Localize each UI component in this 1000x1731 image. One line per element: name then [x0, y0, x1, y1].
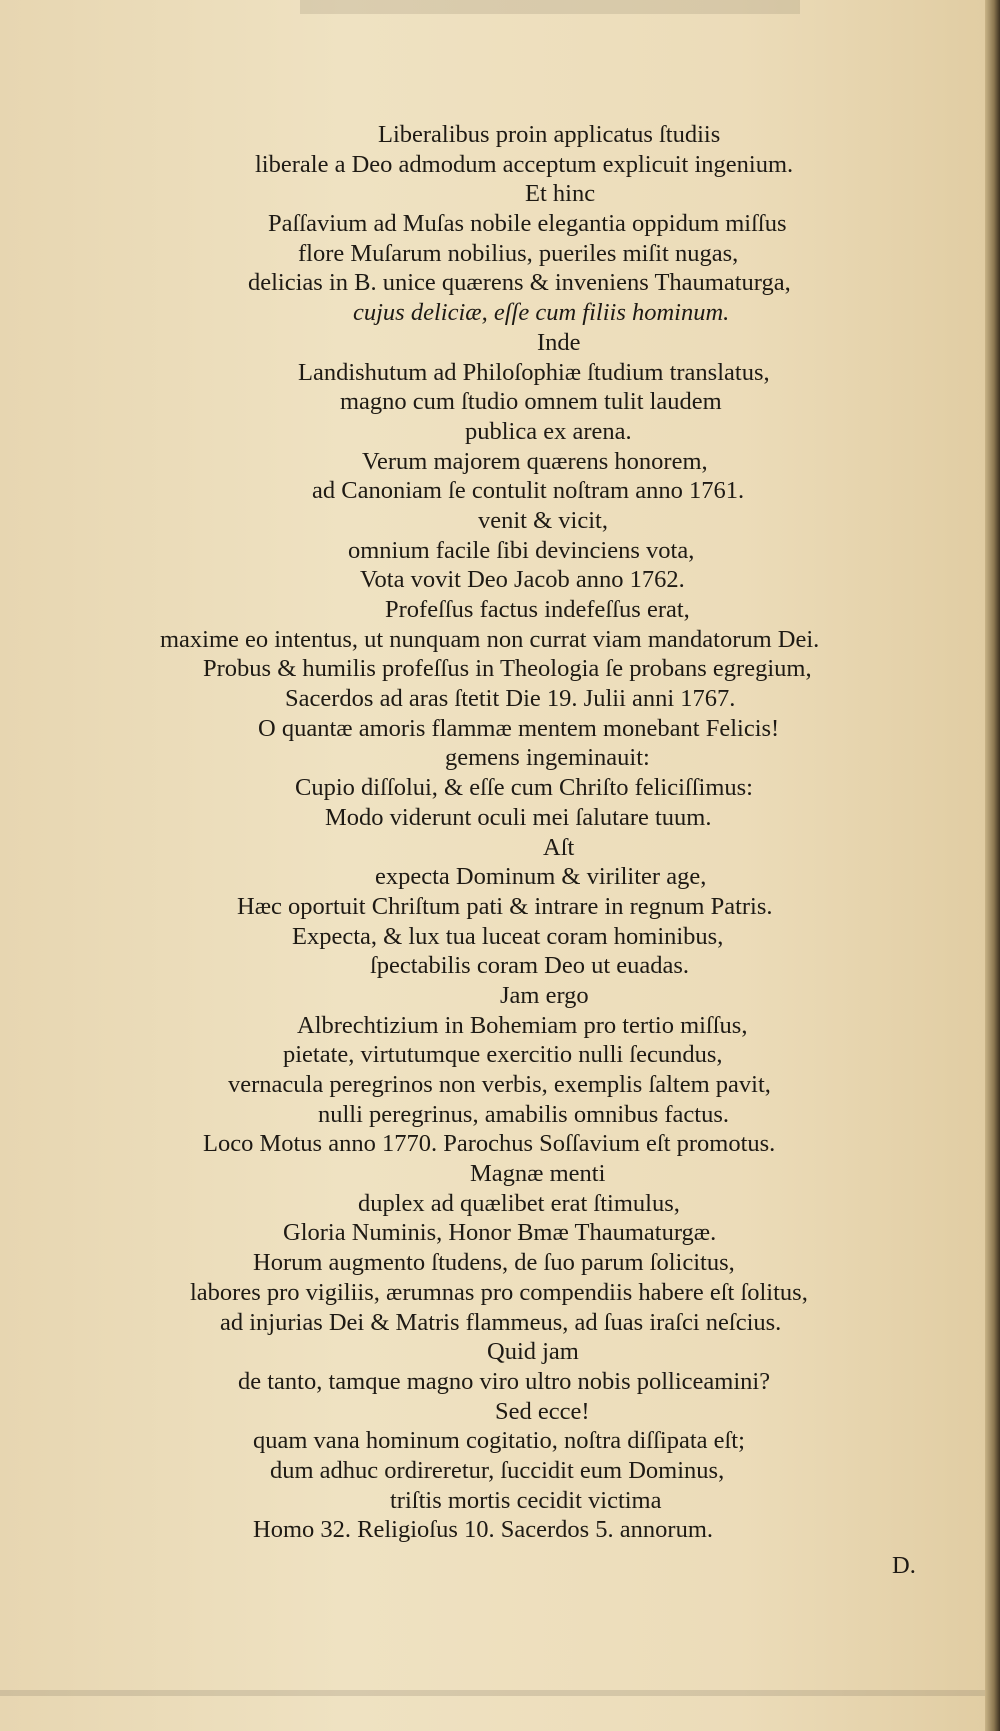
text-line — [0, 298, 985, 328]
line-text: Profeſſus factus indefeſſus erat, — [385, 596, 690, 623]
text-line — [0, 506, 985, 536]
line-text: O quantæ amoris flammæ mentem monebant Felicis! — [258, 714, 780, 742]
line-text: Sacerdos ad aras ſtetit Die 19. Julii anni 1767. — [285, 685, 736, 713]
line-text: duplex ad quælibet erat ſtimulus, — [358, 1189, 680, 1217]
text-line — [0, 150, 985, 180]
text-line — [0, 1367, 985, 1397]
text-line — [0, 1129, 985, 1159]
line-text: Homo 32. Religioſus 10. Sacerdos 5. annorum. — [253, 1516, 714, 1544]
text-line — [0, 1456, 985, 1486]
text-line — [0, 1397, 985, 1427]
text-line — [0, 1100, 985, 1130]
text-line — [0, 120, 985, 150]
text-line — [0, 179, 985, 209]
line-text: Vota vovit Deo Jacob anno 1762. — [360, 566, 685, 594]
text-line — [0, 447, 985, 477]
text-line — [0, 1248, 985, 1278]
text-line — [0, 387, 985, 417]
text-line — [0, 1486, 985, 1516]
line-text: triſtis mortis cecidit victima — [390, 1486, 662, 1514]
text-line — [0, 476, 985, 506]
text-line — [0, 1070, 985, 1100]
line-text: cujus deliciæ, eſſe cum filiis hominum. — [353, 299, 730, 327]
text-line — [0, 209, 985, 239]
text-line — [0, 1337, 985, 1367]
line-text: expecta Dominum & viriliter age, — [375, 863, 707, 891]
text-line — [0, 239, 985, 269]
line-text: omnium facile ſibi devinciens vota, — [348, 536, 695, 564]
line-text: venit & vicit, — [478, 506, 608, 534]
line-text: Landishutum ad Philoſophiæ ſtudium translatus, — [298, 358, 770, 386]
text-line — [0, 1308, 985, 1338]
line-text: Liberalibus proin applicatus ſtudiis — [378, 121, 721, 148]
text-line — [0, 1159, 985, 1189]
line-text: Aſt — [543, 833, 575, 861]
text-line — [0, 773, 985, 803]
line-text: Inde — [537, 328, 581, 356]
line-text: publica ex arena. — [465, 417, 632, 445]
line-text: Jam ergo — [500, 981, 589, 1009]
line-text: Expecta, & lux tua luceat coram hominibus, — [292, 922, 724, 950]
line-text: Quid jam — [487, 1338, 579, 1366]
text-line — [0, 1040, 985, 1070]
text-line — [0, 714, 985, 744]
text-line — [0, 565, 985, 595]
line-text: ſpectabilis coram Deo ut euadas. — [370, 952, 690, 980]
text-line — [0, 1426, 985, 1456]
line-text: Hæc oportuit Chriſtum pati & intrare in regnum Patris. — [237, 892, 773, 920]
line-text: de tanto, tamque magno viro ultro nobis polliceamini? — [238, 1367, 771, 1395]
line-text: nulli peregrinus, amabilis omnibus factus. — [318, 1100, 729, 1128]
line-text: gemens ingeminauit: — [445, 744, 650, 772]
line-text: Horum augmento ſtudens, de ſuo parum ſolicitus, — [253, 1249, 735, 1277]
line-text: Loco Motus anno 1770. Parochus Soſſavium eſt promotus. — [203, 1130, 776, 1158]
text-line — [0, 1278, 985, 1308]
text-line — [0, 684, 985, 714]
line-text: Gloria Numinis, Honor Bmæ Thaumaturgæ. — [283, 1219, 717, 1247]
text-line — [0, 625, 985, 655]
text-line — [0, 951, 985, 981]
page-edge-shadow — [985, 0, 1000, 1731]
body-text — [0, 120, 985, 1545]
text-line — [0, 862, 985, 892]
text-line — [0, 654, 985, 684]
line-text: ad Canoniam ſe contulit noſtram anno 1761. — [312, 477, 745, 505]
line-text: Paſſavium ad Muſas nobile elegantia oppidum miſſus — [268, 210, 787, 238]
line-text: labores pro vigiliis, ærumnas pro compendiis habere eſt ſolitus, — [190, 1278, 808, 1306]
text-line — [0, 981, 985, 1011]
text-line — [0, 1218, 985, 1248]
line-text: ad injurias Dei & Matris flammeus, ad ſuas iraſci neſcius. — [220, 1308, 782, 1336]
line-text: Probus & humilis profeſſus in Theologia ſe probans egregium, — [203, 655, 812, 683]
line-text: Modo viderunt oculi mei ſalutare tuum. — [325, 803, 712, 831]
text-line — [0, 922, 985, 952]
text-line — [0, 743, 985, 773]
line-text: dum adhuc ordireretur, ſuccidit eum Dominus, — [270, 1456, 725, 1484]
line-text: maxime eo intentus, ut nunquam non currat viam mandatorum Dei. — [160, 625, 820, 653]
text-line — [0, 358, 985, 388]
line-text: liberale a Deo admodum acceptum explicuit ingenium. — [255, 150, 794, 178]
line-text: Sed ecce! — [495, 1397, 590, 1425]
catchword: D. — [892, 1552, 916, 1579]
line-text: vernacula peregrinos non verbis, exemplis ſaltem pavit, — [228, 1071, 771, 1098]
text-line — [0, 417, 985, 447]
line-text: flore Muſarum nobilius, pueriles miſit nugas, — [298, 239, 739, 267]
text-line — [0, 1011, 985, 1041]
text-line — [0, 595, 985, 625]
text-line — [0, 803, 985, 833]
line-text: delicias in B. unice quærens & inveniens Thaumaturga, — [248, 269, 791, 297]
line-text: Albrechtizium in Bohemiam pro tertio miſſus, — [297, 1011, 748, 1039]
line-text: pietate, virtutumque exercitio nulli ſecundus, — [283, 1041, 723, 1069]
text-line — [0, 268, 985, 298]
text-line — [0, 1515, 985, 1545]
line-text: quam vana hominum cogitatio, noſtra diſſipata eſt; — [253, 1427, 745, 1455]
text-line — [0, 833, 985, 863]
text-line — [0, 536, 985, 566]
line-text: Et hinc — [525, 180, 596, 208]
text-line — [0, 892, 985, 922]
line-text: Cupio diſſolui, & eſſe cum Chriſto feliciſſimus: — [295, 774, 753, 802]
line-text: magno cum ſtudio omnem tulit laudem — [340, 388, 722, 416]
bottom-stain — [0, 1690, 985, 1696]
top-stain — [300, 0, 800, 14]
line-text: Verum majorem quærens honorem, — [362, 447, 708, 475]
text-line — [0, 1189, 985, 1219]
line-text: Magnæ menti — [470, 1160, 606, 1188]
text-line — [0, 328, 985, 358]
